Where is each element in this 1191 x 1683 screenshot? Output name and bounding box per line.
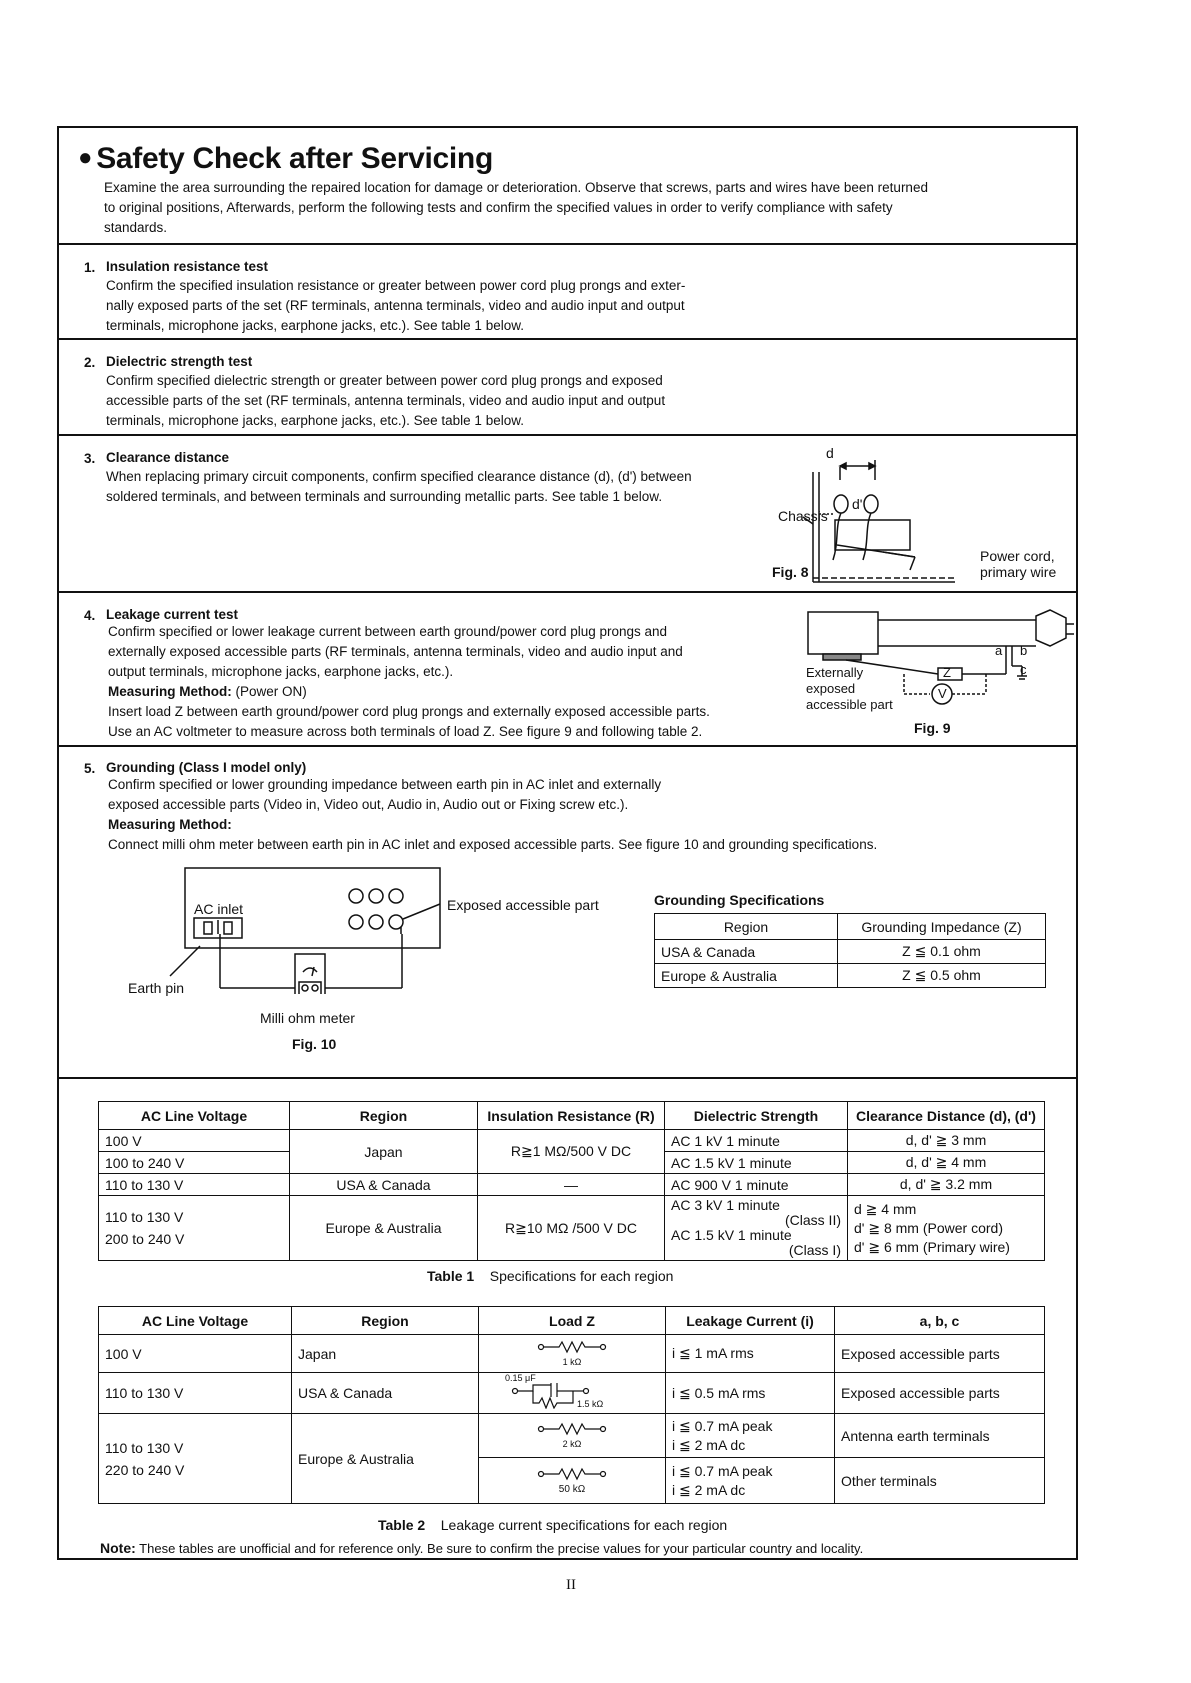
table-cell: R≧10 MΩ /500 V DC [478,1196,665,1261]
page-title: ● Safety Check after Servicing [78,142,493,175]
table-cell: AC 3 kV 1 minute (Class II) AC 1.5 kV 1 minute (Class I) [665,1196,848,1261]
table-cell: USA & Canada [292,1373,479,1414]
table-cell: 100 V [99,1335,292,1373]
fig10-meter-label: Milli ohm meter [260,1010,355,1026]
table-header: Region [292,1307,479,1335]
table-cell: Japan [290,1130,478,1174]
fig10-caption: Fig. 10 [292,1036,337,1052]
fig9-z-label: Z [943,665,951,680]
fig9-label: exposed [806,681,856,696]
table-header: a, b, c [835,1307,1045,1335]
table-cell: 1 kΩ [479,1335,666,1373]
table-cell: d ≧ 4 mm d' ≧ 8 mm (Power cord) d' ≧ 6 mm (Primary wire) [848,1196,1045,1261]
table-cell: Other terminals [835,1458,1045,1504]
fig8-chassis-label: Chassis [778,508,828,524]
bullet-icon: ● [78,144,93,171]
fig9-c-label: c [1020,662,1027,677]
fig10-acinlet-label: AC inlet [194,901,244,917]
table-cell: Z ≦ 0.1 ohm [838,940,1046,964]
table-cell: i ≦ 0.5 mA rms [666,1373,835,1414]
fig9-b-label: b [1020,643,1028,658]
table-cell: USA & Canada [655,940,838,964]
table-cell: Europe & Australia [655,964,838,988]
table-cell: Antenna earth terminals [835,1414,1045,1458]
table-cell: — [478,1174,665,1196]
page-number: II [566,1577,576,1593]
table-header: Region [655,914,838,940]
section-1-text: Confirm the specified insulation resistance or greater between power cord plug prongs and exter- nally exposed parts of the set (RF terminals, antenna terminals, video and audio input and output terminals, microphone jacks, earphone jacks, etc.). See table 1 below. [106,278,686,333]
fig10-earthpin-label: Earth pin [128,980,185,996]
divider [57,591,1078,593]
table-header: Region [290,1102,478,1130]
fig9-v-label: V [938,686,947,701]
fig8-caption: Fig. 8 [772,564,809,580]
fig9-label: accessible part [806,697,893,712]
table-cell: Japan [292,1335,479,1373]
table-cell: d, d' ≧ 3 mm [848,1130,1045,1152]
table-header: AC Line Voltage [99,1102,290,1130]
table-1 [98,1101,1045,1261]
divider [57,745,1078,747]
table-cell: AC 900 V 1 minute [665,1174,848,1196]
table-cell: 100 to 240 V [99,1152,290,1174]
section-5: 5. Grounding (Class I model only) [84,760,307,776]
table-2 [98,1306,1045,1504]
fig9-a-label: a [995,643,1003,658]
resistor-icon [537,1467,607,1481]
table-cell: Exposed accessible parts [835,1373,1045,1414]
intro-paragraph: Examine the area surrounding the repaired location for damage or deterioration. Observe that screws, parts and wires have been returned to original positions, Afterwards, perform the following tests and confirm the specified values in order to verify compliance with safety standards. [104,180,928,235]
grounding-specs-table [654,913,1046,988]
table-cell: i ≦ 0.7 mA peak i ≦ 2 mA dc [666,1458,835,1504]
section-2-text: Confirm specified dielectric strength or greater between power cord plug prongs and exposed accessible parts of the set (RF terminals, antenna terminals, video and audio input and output terminals, microphone jacks, earphone jacks, etc.). See table 1 below. [106,373,666,428]
table-cell: 110 to 130 V 200 to 240 V [99,1196,290,1261]
table-header: Grounding Impedance (Z) [838,914,1046,940]
section-3-text: When replacing primary circuit components, confirm specified clearance distance (d), (d') between soldered terminals, and between terminals and surrounding metallic parts. See table 1 below. [106,469,692,504]
table-cell: 100 V [99,1130,290,1152]
table-cell: 2 kΩ [479,1414,666,1458]
table-cell: 110 to 130 V [99,1174,290,1196]
section-4: 4. Leakage current test [84,607,239,623]
footnote: Note: These tables are unofficial and for reference only. Be sure to confirm the precise values for your particular country and locality. [100,1540,864,1556]
table-cell: Exposed accessible parts [835,1335,1045,1373]
table-cell: 110 to 130 V [99,1373,292,1414]
table-cell: 50 kΩ [479,1458,666,1504]
divider [57,243,1078,245]
fig8-powercord-label: Power cord, [980,548,1055,564]
grounding-specs-title: Grounding Specifications [654,892,825,908]
fig9-label: Externally [806,665,864,680]
table-header: AC Line Voltage [99,1307,292,1335]
table-cell: AC 1 kV 1 minute [665,1130,848,1152]
table-2-caption: Table 2 Leakage current specifications for each region [378,1517,728,1533]
table-cell: AC 1.5 kV 1 minute [665,1152,848,1174]
fig10-exposed-label: Exposed accessible part [447,897,599,913]
table-cell: i ≦ 1 mA rms [666,1335,835,1373]
fig10-diagram [120,864,460,994]
table-cell: R≧1 MΩ/500 V DC [478,1130,665,1174]
table-header: Leakage Current (i) [666,1307,835,1335]
table-cell: USA & Canada [290,1174,478,1196]
divider [57,434,1078,436]
section-5-text: Confirm specified or lower grounding impedance between earth pin in AC inlet and externally exposed accessible parts (Video in, Video out, Audio in, Audio out or Fixing screw etc.). Measuring Method: Connect milli ohm meter between earth pin in AC inlet and exposed accessible parts. See figure 10 and grounding specifications. [108,777,878,852]
table-cell: Z ≦ 0.5 ohm [838,964,1046,988]
fig8-d-label: d [826,445,834,461]
table-cell: 110 to 130 V 220 to 240 V [99,1414,292,1504]
resistor-icon [537,1340,607,1354]
section-1: 1. Insulation resistance test [84,259,269,275]
fig9-caption: Fig. 9 [914,720,951,736]
table-header: Load Z [479,1307,666,1335]
divider [57,338,1078,340]
table-cell: d, d' ≧ 3.2 mm [848,1174,1045,1196]
table-cell: i ≦ 0.7 mA peak i ≦ 2 mA dc [666,1414,835,1458]
table-cell: d, d' ≧ 4 mm [848,1152,1045,1174]
section-3: 3. Clearance distance [84,450,230,466]
table-header: Clearance Distance (d), (d') [848,1102,1045,1130]
table-header: Dielectric Strength [665,1102,848,1130]
table-1-caption: Table 1 Specifications for each region [427,1268,674,1284]
table-header: Insulation Resistance (R) [478,1102,665,1130]
table-cell: Europe & Australia [290,1196,478,1261]
fig8-primarywire-label: primary wire [980,564,1057,580]
table-cell: Europe & Australia [292,1414,479,1504]
table-cell: 0.15 μF 1.5 kΩ [479,1373,666,1414]
section-4-text: Confirm specified or lower leakage current between earth ground/power cord plug prongs and externally exposed accessible parts (RF terminals, antenna terminals, video and audio input and output terminals, microphone jacks, earphone jacks, etc.). Measuring Method: (Power ON) Insert load Z between earth ground/power cord plug prongs and externally exposed accessible parts. Use an AC voltmeter to measure across both terminals of load Z. See figure 9 and following table 2. [108,624,710,739]
section-2: 2. Dielectric strength test [84,354,253,370]
fig8-dprime-label: d' [852,496,863,512]
resistor-icon [537,1422,607,1436]
divider [57,1077,1078,1079]
